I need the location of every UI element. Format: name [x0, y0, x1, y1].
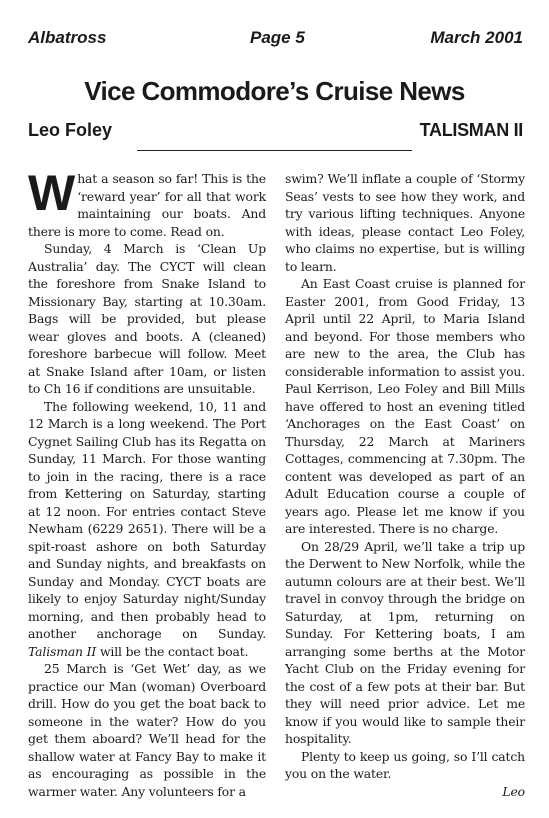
- paragraph-closing: Plenty to keep us going, so I’ll catch you on the water.: [285, 748, 525, 781]
- paragraph-intro: What a season so far! This is the ‘reward year’ for all that work maintaining our boats. And there is more to come. Read on.: [28, 165, 266, 239]
- drop-cap: W: [28, 165, 74, 221]
- issue-date: March 2001: [430, 28, 523, 47]
- paragraph-clean-up: Sunday, 4 March is ‘Clean Up Australia’ day. The CYCT will clean the foreshore from Snake Island to Missionary Bay, starting at 10.30am. Bags will be provided, but please wear gloves and boots. A (cleaned) foreshore barbecue will follow. Meet at Snake Island after 10am, or listen to Ch 16 if conditions are unsuitable.: [28, 241, 266, 396]
- paragraph-get-wet: 25 March is ‘Get Wet’ day, as we practice our Man (woman) Overboard drill. How do you get the boat back to someone in the water? How do you get them aboard? We’ll head for the shallow water at Fancy Bay to make it as encouraging as possible in the warmer water. Any volunteers for a: [28, 661, 266, 799]
- page-number: Page 5: [250, 28, 305, 47]
- signoff: Leo: [502, 783, 525, 799]
- article-column-right: [285, 170, 525, 800]
- page-header: [28, 28, 523, 50]
- article-column-left: [28, 165, 266, 800]
- article-title: Vice Commodore’s Cruise News: [84, 76, 465, 106]
- publication-name: Albatross: [28, 28, 107, 47]
- byline: [28, 120, 523, 144]
- title-divider: [137, 150, 412, 151]
- paragraph-long-weekend: The following weekend, 10, 11 and 12 March is a long weekend. The Port Cygnet Sailing Club has its Regatta on Sunday, 11 March. For those wanting to join in the racing, there is a race from Kettering on Saturday, starting at 12 noon. For entries contact Steve Newham (6229 2651). There will be a spit-roast ashore on both Saturday and Sunday nights, and breakfasts on Sunday and Monday. CYCT boats are likely to enjoy Saturday night/Sunday morning, and then probably head to another anchorage on Sunday. Talisman II will be the contact boat.: [28, 398, 266, 659]
- author-name: Leo Foley: [28, 120, 113, 140]
- contact-boat-name: Talisman II: [28, 643, 97, 659]
- boat-name: TALISMAN II: [419, 120, 523, 140]
- paragraph-new-norfolk: On 28/29 April, we’ll take a trip up the Derwent to New Norfolk, while the autumn colours are at their best. We’ll travel in convoy through the bridge on Saturday, at 1pm, returning on Sunday. For Kettering boats, I am arranging some berths at the Motor Yacht Club on the Friday evening for the cost of a few pots at their bar. But they will need prior advice. Let me know if you would like to sample their hospitality.: [285, 538, 525, 746]
- paragraph-east-coast: An East Coast cruise is planned for Easter 2001, from Good Friday, 13 April until 22 April, to Maria Island and beyond. For those members who are new to the area, the Club has considerable information to assist you. Paul Kerrison, Leo Foley and Bill Mills have offered to host an evening titled ‘Anchorages on the East Coast’ on Thursday, 22 March at Mariners Cottages, commencing at 7.30pm. The content was developed as part of an Adult Education course a couple of years ago. Please let me know if you are interested. There is no charge.: [285, 276, 525, 536]
- paragraph-get-wet-continued: swim? We’ll inflate a couple of ‘Stormy Seas’ vests to see how they work, and try various lifting techniques. Anyone with ideas, please contact Leo Foley, who claims no expertise, but is willing to learn.: [285, 171, 525, 274]
